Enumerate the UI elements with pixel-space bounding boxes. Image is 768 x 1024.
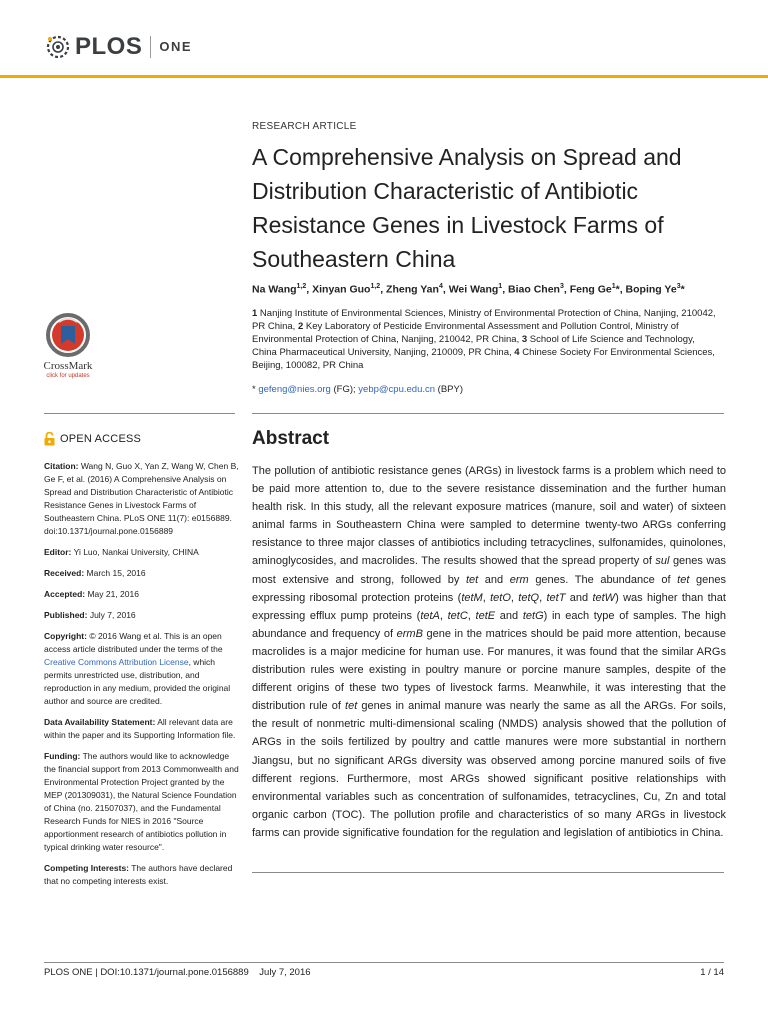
abstract-divider: [252, 872, 724, 873]
author-separator: ,: [442, 283, 449, 296]
author-affiliation-marker: 3: [559, 283, 564, 290]
competing-interests-label: Competing Interests:: [44, 863, 130, 873]
abstract-segment: The pollution of antibiotic resistance genes (ARGs) in livestock farms is a problem which need to be paid more attention to, due to the severe resistance dissemination and the further human health risk. In this study, all the relevant exposure matrices (manure, soil and water) of sixteen animal farms in Southeastern China were sampled to determine twenty-two ARGs conferring resistance to three major classes of antibiotics including tetracyclines, sulfonamides, quinolones, aminoglycosides, and macrolides. The results showed that the spread property of: [252, 465, 726, 568]
author-name: Zheng Yan: [386, 283, 439, 296]
page-number: 1 / 14: [700, 967, 724, 978]
author-name: Wei Wang: [448, 283, 499, 296]
abstract-segment: ,: [539, 591, 547, 604]
article-title: A Comprehensive Analysis on Spread and Distribution Characteristic of Antibiotic Resistance Genes in Livestock Farms of Southeastern China: [252, 144, 682, 272]
author-name: Feng Ge: [569, 283, 612, 296]
author-separator: ,: [306, 283, 313, 296]
funding-text: The authors would like to acknowledge the financial support from 2013 Commonwealth and Environmental Protection Project granted by the MEP (201309031), the Natural Science Foundation of China (no. 21507037), and the Fundamental Research Funds for NIES in 2016 "Source apportionment research of antibiotics pollution in typical drinking water resource".: [44, 751, 239, 852]
gene-name: tet: [465, 573, 479, 586]
abstract-segment: genes was most extensive and strong, followed by: [252, 555, 726, 586]
author-name: Biao Chen: [508, 283, 560, 296]
abstract-segment: genes. The abundance of: [528, 573, 678, 586]
author-affiliation-marker: 3: [676, 283, 681, 290]
affiliation-text: Key Laboratory of Pesticide Environmental Assessment and Pollution Control, Ministry of Environmental Protection of China, Nanjing, 210042, PR China,: [252, 321, 679, 345]
affiliation-number: 1: [252, 308, 258, 319]
author-name: Boping Ye: [625, 283, 677, 296]
copyright-label: Copyright:: [44, 631, 87, 641]
published-date: July 7, 2016: [87, 610, 136, 620]
abstract-segment: ,: [482, 591, 491, 604]
author-affiliation-marker: 1,2: [370, 283, 381, 290]
published-block: [44, 609, 240, 622]
copyright-text-end: , which permits unrestricted use, distribution, and reproduction in any medium, provided the original author and source are credited.: [44, 657, 231, 706]
gene-name: ermB: [396, 627, 423, 640]
affiliation-number: 4: [514, 347, 520, 358]
open-access-badge: [44, 432, 240, 446]
journal-header: [0, 0, 768, 80]
gene-name: tet: [677, 573, 690, 586]
copyright-block: [44, 630, 240, 708]
funding-label: Funding:: [44, 751, 81, 761]
gene-name: tetO: [490, 591, 511, 604]
sidebar-divider: [44, 413, 235, 414]
gene-name: tetT: [546, 591, 566, 604]
abstract-segment: and: [565, 591, 593, 604]
open-lock-icon: [44, 432, 55, 446]
funding-block: [44, 750, 240, 854]
main-divider: [252, 413, 724, 414]
footer-citation: PLOS ONE | DOI:10.1371/journal.pone.0156889 July 7, 2016: [44, 967, 311, 978]
affiliation-text: School of Life Science and Technology, China Pharmaceutical University, Nanjing, 210009, PR China,: [252, 334, 695, 358]
author-name: Na Wang: [252, 283, 297, 296]
competing-interests-block: [44, 862, 240, 888]
cc-license-link[interactable]: Creative Commons Attribution License: [44, 657, 189, 667]
editor-block: [44, 546, 240, 559]
gene-name: tetA: [420, 609, 440, 622]
citation-label: Citation:: [44, 461, 79, 471]
affiliation-text: Chinese Society For Environmental Sciences, Beijing, 100082, PR China: [252, 347, 715, 371]
article-type: RESEARCH ARTICLE: [252, 121, 357, 132]
editor-label: Editor:: [44, 547, 72, 557]
abstract-segment: and: [495, 609, 523, 622]
affiliation-text: Nanjing Institute of Environmental Sciences, Ministry of Environmental Protection of China, Nanjing, 210042, PR China,: [252, 308, 716, 332]
author-affiliation-marker: 4: [438, 283, 443, 290]
affiliation-number: 3: [521, 334, 528, 345]
gene-name: tetM: [461, 591, 483, 604]
received-date: March 15, 2016: [84, 568, 146, 578]
accepted-date: May 21, 2016: [85, 589, 139, 599]
accepted-block: [44, 588, 240, 601]
gene-name: tetC: [447, 609, 468, 622]
author-list: [252, 279, 742, 298]
abstract-heading: Abstract: [252, 428, 330, 449]
received-label: Received:: [44, 568, 85, 578]
article-sidebar: [44, 432, 240, 896]
plos-one-logo[interactable]: [44, 33, 192, 61]
affiliation-number: 2: [297, 321, 304, 332]
abstract-segment: ,: [467, 609, 476, 622]
accepted-label: Accepted:: [44, 589, 86, 599]
crossmark-subtitle: click for updates: [46, 373, 90, 379]
abstract-segment: ,: [510, 591, 519, 604]
copyright-text: © 2016 Wang et al. This is an open access article distributed under the terms of the: [44, 631, 223, 654]
crossmark-title: CrossMark: [43, 360, 93, 372]
journal-name: ONE: [159, 39, 193, 54]
competing-interests-text: The authors have declared that no competing interests exist.: [44, 863, 233, 886]
data-availability-text: All relevant data are within the paper and its Supporting Information file.: [44, 717, 236, 740]
gene-name: tetE: [475, 609, 496, 622]
gene-name: tetW: [592, 591, 616, 604]
crossmark-badge[interactable]: [38, 312, 98, 379]
abstract-segment: genes expressing ribosomal protection proteins (: [252, 573, 726, 604]
corresponding-authors: [252, 384, 463, 395]
email-note-fg: (FG);: [330, 384, 359, 395]
plos-wordmark: PLOS: [75, 33, 143, 60]
gene-name: tetQ: [518, 591, 540, 604]
data-availability-block: [44, 716, 240, 742]
editor-text: Yi Luo, Nankai University, CHINA: [71, 547, 199, 557]
header-accent-rule: [0, 75, 768, 78]
abstract-segment: ) was higher than that expressing efflux pump proteins (: [252, 591, 726, 622]
abstract-segment: gene in the matrices should be paid more attention, because macrolides is a major medicine for human use. For manures, it was found that the similar ARGs distribution rules were existing in poultry manure or porcine manure samples, despite of the different origins of these two types of livestock farms. Meanwhile, it was interesting that the distribution rule of: [252, 627, 726, 713]
email-link-bpy[interactable]: yebp@cpu.edu.cn: [358, 384, 436, 395]
plos-logo-icon: [44, 33, 72, 61]
gene-name: sul: [655, 555, 670, 568]
citation-text: Wang N, Guo X, Yan Z, Wang W, Chen B, Ge F, et al. (2016) A Comprehensive Analysis on Spread and Distribution Characteristic of Antibiotic Resistance Genes in Livestock Farms of Southeastern China. PLoS ONE 11(7): e0156889. doi:10.1371/journal.pone.0156889: [44, 461, 239, 536]
email-note-bpy: (BPY): [435, 384, 464, 395]
published-label: Published:: [44, 610, 88, 620]
author-name: Xinyan Guo: [312, 283, 371, 296]
gene-name: tet: [345, 700, 358, 713]
author-affiliation-marker: 1: [498, 283, 503, 290]
author-affiliation-marker: 1,2: [296, 283, 307, 290]
abstract-segment: genes in animal manure was nearly the same as all the ARGs. For soils, the result of nonmetric multi-dimensional scaling (NMDS) analysis showed that the pollution of ARGs in the soils fertilized by poultry and cattle manures were more substantial in northern Jiangsu, but no significant ARGs diversity was observed among porcine manured soils of five different regions. Furthermore, most ARGs showed significant positive relationships with environmental variables such as concentration of sulfonamides, tetracyclines, Cu, Zn and total organic carbon (TOC). The pollution profile and characteristics of so many ARGs in livestock farms can provide significative foundation for the regulation and legislation of antibiotics in China.: [252, 700, 726, 839]
gene-name: tetG: [522, 609, 544, 622]
crossmark-icon: [45, 312, 91, 358]
author-separator: ,: [502, 283, 509, 296]
data-availability-label: Data Availability Statement:: [44, 717, 156, 727]
footer-divider: [44, 962, 724, 963]
author-separator: *: [680, 283, 685, 296]
author-separator: ,: [380, 283, 387, 296]
abstract-segment: ) in each type of samples. The high abundance and frequency of: [252, 609, 726, 640]
citation-block: [44, 460, 240, 538]
gene-name: erm: [509, 573, 529, 586]
affiliations: [252, 307, 722, 372]
abstract-segment: and: [478, 573, 510, 586]
email-link-fg[interactable]: gefeng@nies.org: [258, 384, 331, 395]
corresponding-star: *: [252, 384, 259, 395]
author-separator: *,: [615, 283, 626, 296]
open-access-label: OPEN ACCESS: [60, 432, 142, 445]
author-separator: ,: [563, 283, 570, 296]
logo-divider: [150, 36, 151, 58]
received-block: [44, 567, 240, 580]
author-affiliation-marker: 1: [611, 283, 616, 290]
abstract-segment: ,: [439, 609, 448, 622]
abstract-text: [252, 462, 726, 842]
